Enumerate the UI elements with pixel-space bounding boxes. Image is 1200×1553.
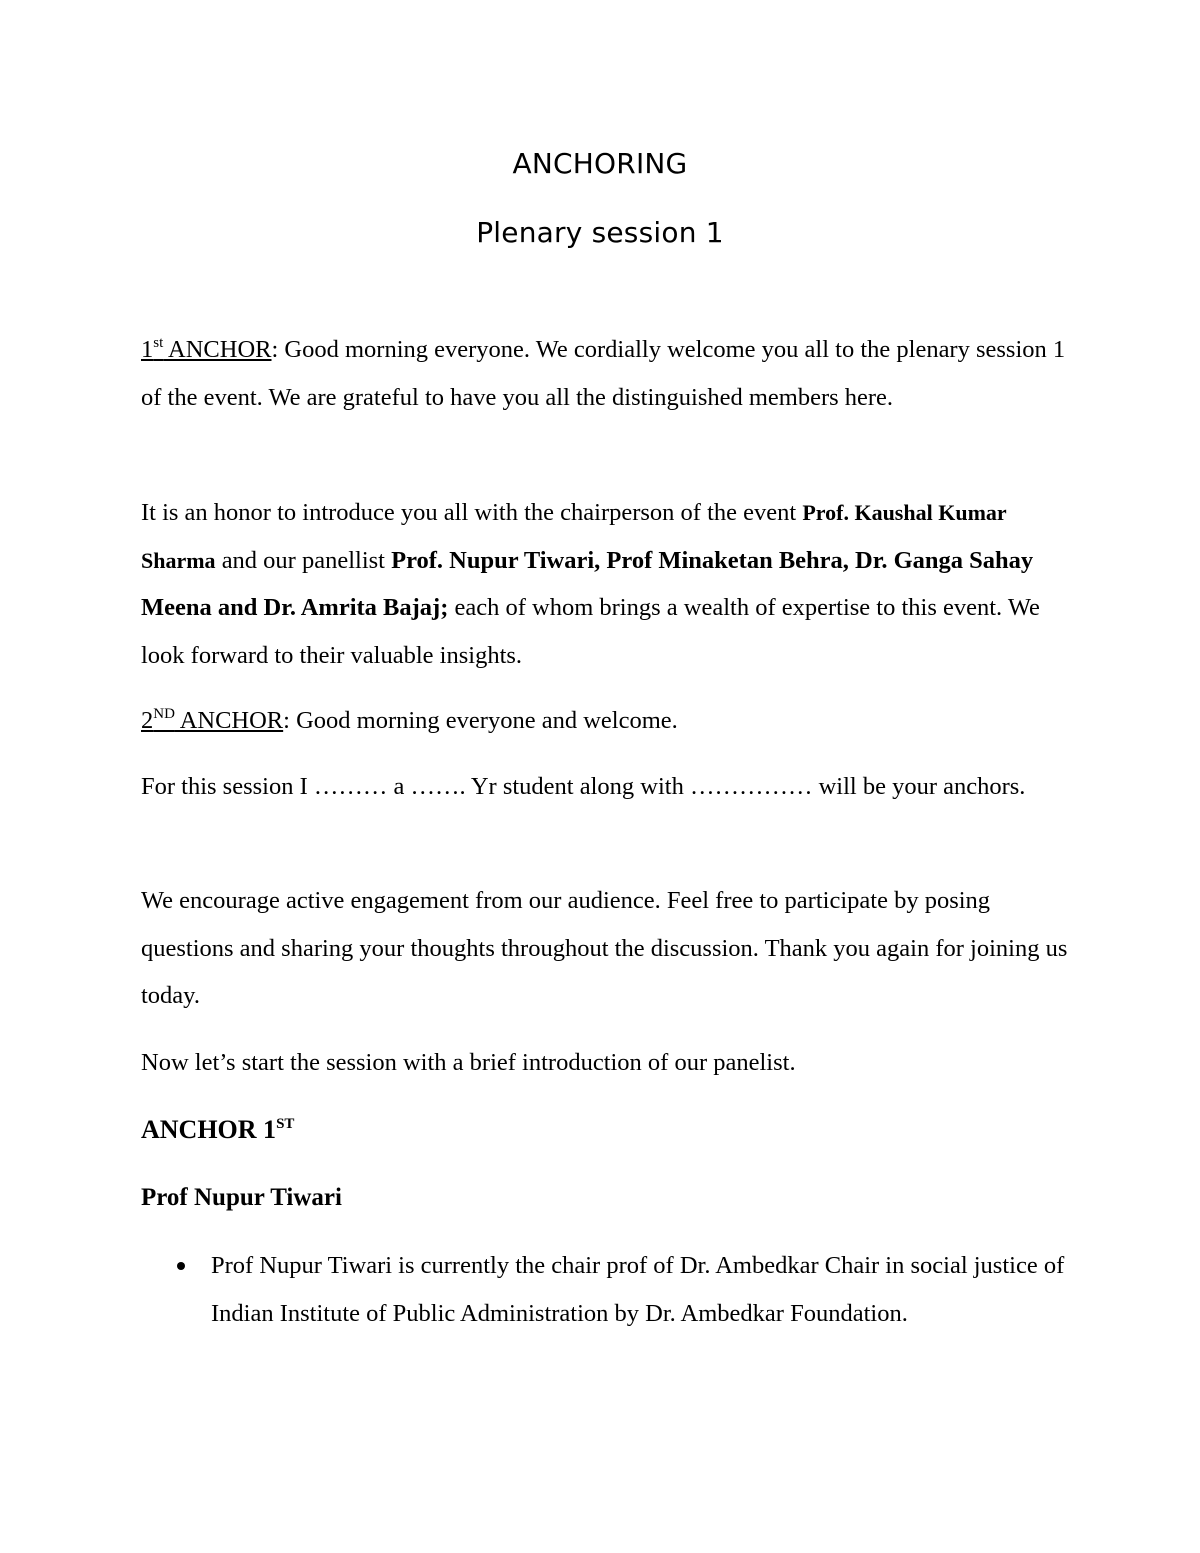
paragraph-introduction: It is an honor to introduce you all with the chairperson of the event Prof. Kaushal Kumar Sharma and our panellist Prof. Nupur Tiwari, Prof Minaketan Behra, Dr. Ganga Sahay Meena and Dr. Amrita Bajaj; each of whom brings a wealth of expertise to this event. We look forward to their valuable insights.: [141, 499, 1040, 669]
speaker-label-first-anchor: 1st ANCHOR: [141, 335, 272, 363]
list-item: Prof Nupur Tiwari is currently the chair prof of Dr. Ambedkar Chair in social justice of Indian Institute of Public Administration by Dr. Ambedkar Foundation.: [141, 1242, 1081, 1337]
panelist-bio-list: [141, 1242, 1081, 1337]
paragraph-engagement: We encourage active engagement from our audience. Feel free to participate by posing questions and sharing your thoughts throughout the discussion. Thank you again for joining us today.: [141, 887, 1068, 1009]
paragraph-anchors-intro: For this session I ……… a ……. Yr student along with …………… will be your anchors.: [141, 773, 1026, 800]
paragraph-start-session: Now let’s start the session with a brief introduction of our panelist.: [141, 1049, 796, 1076]
paragraph-first-anchor: 1st ANCHOR: Good morning everyone. We cordially welcome you all to the plenary session 1 of the event. We are grateful to have you all the distinguished members here.: [141, 335, 1066, 411]
document-title: ANCHORING: [512, 147, 688, 180]
anchor-first-heading: ANCHOR 1ST: [141, 1115, 295, 1144]
panelist-heading: Prof Nupur Tiwari: [141, 1184, 342, 1211]
bullet-icon: [177, 1262, 185, 1270]
speaker-label-second-anchor: 2ND ANCHOR: [141, 706, 284, 734]
chairperson-name: Prof. Kaushal Kumar Sharma: [141, 500, 1007, 573]
document-subtitle: Plenary session 1: [476, 216, 724, 249]
panellist-names: Prof. Nupur Tiwari, Prof Minaketan Behra, Dr. Ganga Sahay Meena and Dr. Amrita Bajaj;: [141, 546, 1034, 621]
paragraph-second-anchor: 2ND ANCHOR: Good morning everyone and welcome.: [141, 706, 678, 734]
